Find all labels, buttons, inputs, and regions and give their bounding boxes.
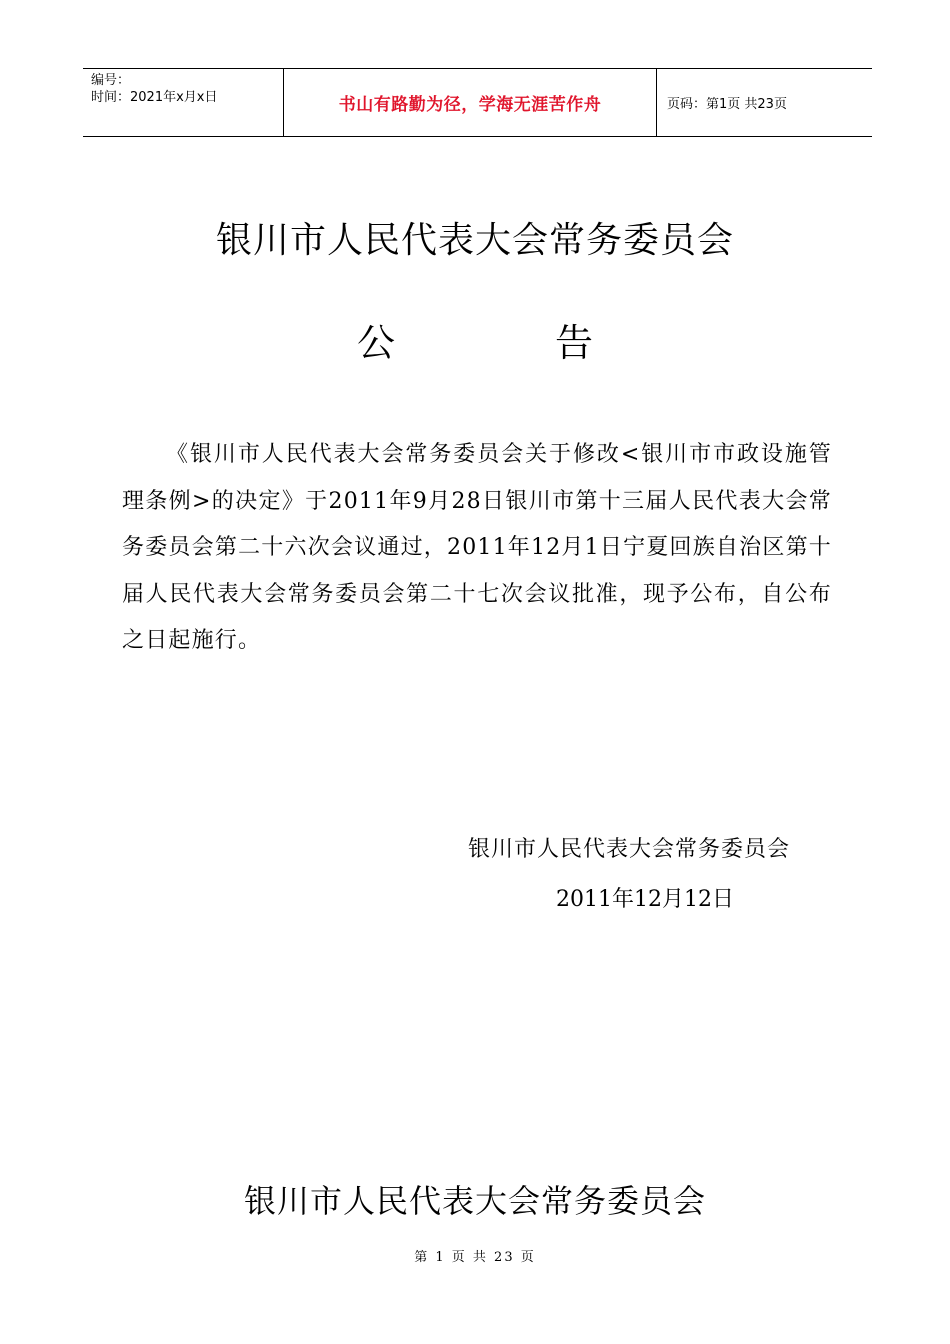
time-label: 时间：2021年x月x日 — [91, 90, 218, 105]
header-meta — [83, 69, 284, 136]
notice-char-2: 告 — [555, 321, 594, 365]
org-title: 银川市人民代表大会常务委员会 — [215, 220, 734, 261]
notice-title — [0, 312, 950, 367]
page-number-footer: 第 1 页 共 23 页 — [414, 1250, 536, 1265]
header-motto: 书山有路勤为径，学海无涯苦作舟 — [284, 69, 657, 136]
number-label: 编号： — [91, 73, 131, 88]
signature-org: 银川市人民代表大会常务委员会 — [468, 837, 791, 862]
document-header — [83, 68, 872, 137]
signature-date: 2011年12月12日 — [556, 887, 734, 912]
footer-org-title: 银川市人民代表大会常务委员会 — [243, 1182, 706, 1220]
notice-body: 《银川市人民代表大会常务委员会关于修改<银川市市政设施管理条例>的决定》于2011年9月28日银川市第十三届人民代表大会常务委员会第二十六次会议通过，2011年12月1日宁夏回族自治区第十届人民代表大会常务委员会第二十七次会议批准，现予公布，自公布之日起施行。 — [122, 442, 832, 653]
header-page-info: 页码：第1页 共23页 — [667, 97, 787, 112]
notice-char-1: 公 — [356, 321, 395, 365]
